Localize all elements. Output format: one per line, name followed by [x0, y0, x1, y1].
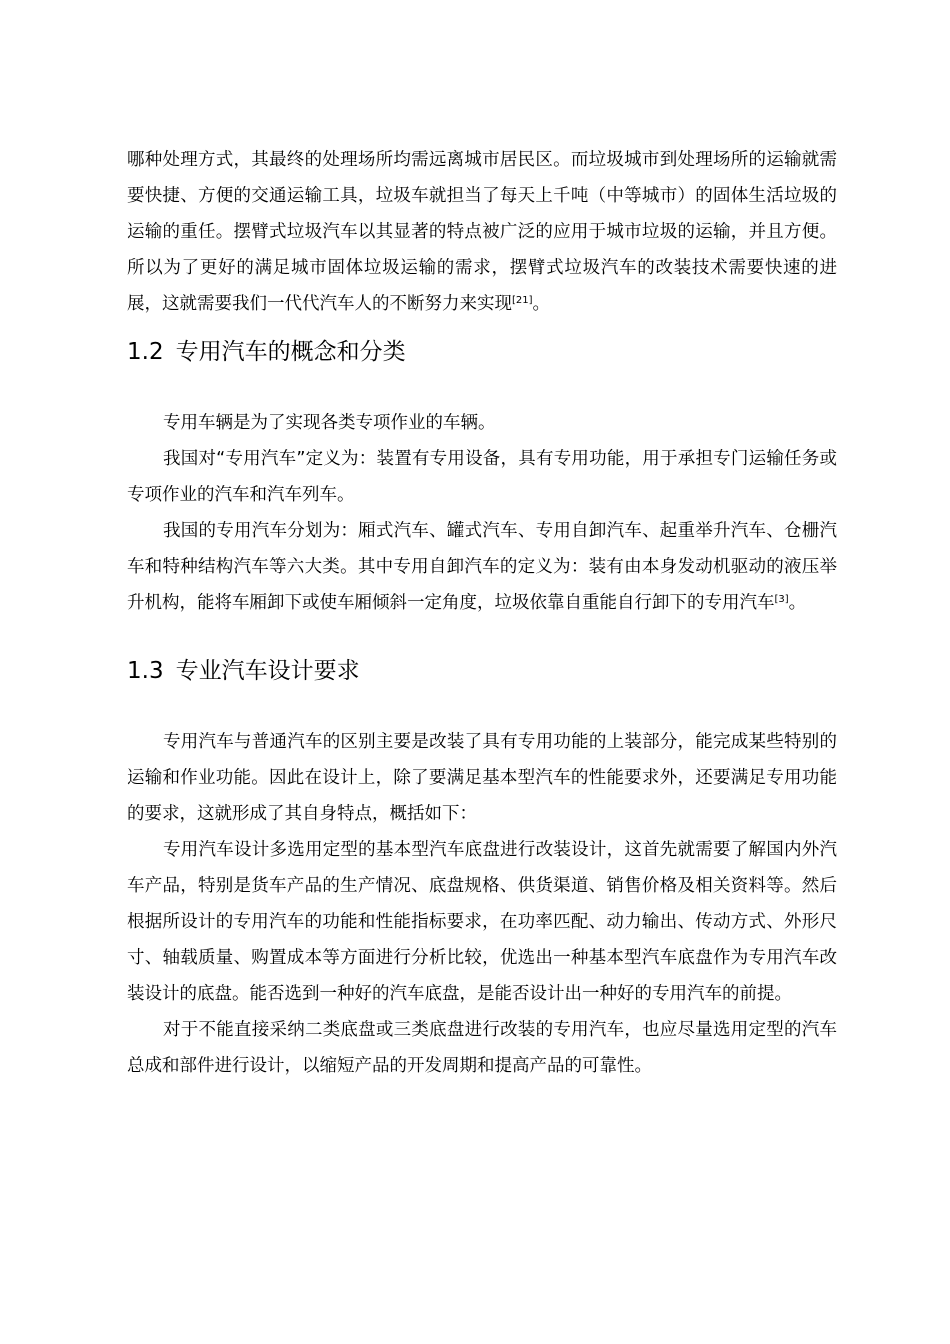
section2-paragraph-2: 我国对“专用汽车”定义为：装置有专用设备，具有专用功能，用于承担专门运输任务或专项作业的汽车和汽车列车。: [127, 449, 837, 505]
section3-paragraph-1: 专用汽车与普通汽车的区别主要是改装了具有专用功能的上装部分，能完成某些特别的运输和作业功能。因此在设计上，除了要满足基本型汽车的性能要求外，还要满足专用功能的要求，这就形成了其自身特点，概括如下：: [127, 732, 837, 824]
citation-ref: [21]: [512, 295, 533, 306]
section3-paragraph-2: 专用汽车设计多选用定型的基本型汽车底盘进行改装设计，这首先就需要了解国内外汽车产品，特别是货车产品的生产情况、底盘规格、供货渠道、销售价格及相关资料等。然后根据所设计的专用汽车的功能和性能指标要求，在功率匹配、动力输出、传动方式、外形尺寸、轴载质量、购置成本等方面进行分析比较，优选出一种基本型汽车底盘作为专用汽车改装设计的底盘。能否选到一种好的汽车底盘，是能否设计出一种好的专用汽车的前提。: [127, 840, 837, 1004]
section2-paragraph-3-text: 我国的专用汽车分划为：厢式汽车、罐式汽车、专用自卸汽车、起重举升汽车、仓栅汽车和特种结构汽车等六大类。其中专用自卸汽车的定义为：装有由本身发动机驱动的液压举升机构，能将车厢卸下或使车厢倾斜一定角度，垃圾依靠自重能自行卸下的专用汽车: [127, 521, 837, 613]
section2-paragraph-3: [127, 513, 837, 621]
page-content: [127, 142, 837, 1084]
section2-paragraph-1: 专用车辆是为了实现各类专项作业的车辆。: [163, 413, 496, 433]
section-number: 1.3: [127, 658, 164, 684]
section-heading-1-2: [127, 335, 837, 369]
section2-paragraph-3-end: 。: [788, 593, 807, 613]
section3-paragraph-3: 对于不能直接采纳二类底盘或三类底盘进行改装的专用汽车，也应尽量选用定型的汽车总成和部件进行设计，以缩短产品的开发周期和提高产品的可靠性。: [127, 1020, 837, 1076]
citation-ref: [3]: [774, 594, 789, 605]
intro-end: 。: [532, 294, 551, 314]
section-title: 专用汽车的概念和分类: [175, 339, 406, 365]
section-title: 专业汽车设计要求: [175, 658, 360, 684]
section-heading-1-3: [127, 654, 837, 688]
intro-paragraph: [127, 142, 837, 322]
section-number: 1.2: [127, 339, 164, 365]
intro-text: 哪种处理方式，其最终的处理场所均需远离城市居民区。而垃圾城市到处理场所的运输就需要快捷、方便的交通运输工具，垃圾车就担当了每天上千吨（中等城市）的固体生活垃圾的运输的重任。摆臂式垃圾汽车以其显著的特点被广泛的应用于城市垃圾的运输，并且方便。所以为了更好的满足城市固体垃圾运输的需求，摆臂式垃圾汽车的改装技术需要快速的进展，这就需要我们一代代汽车人的不断努力来实现: [127, 150, 837, 314]
